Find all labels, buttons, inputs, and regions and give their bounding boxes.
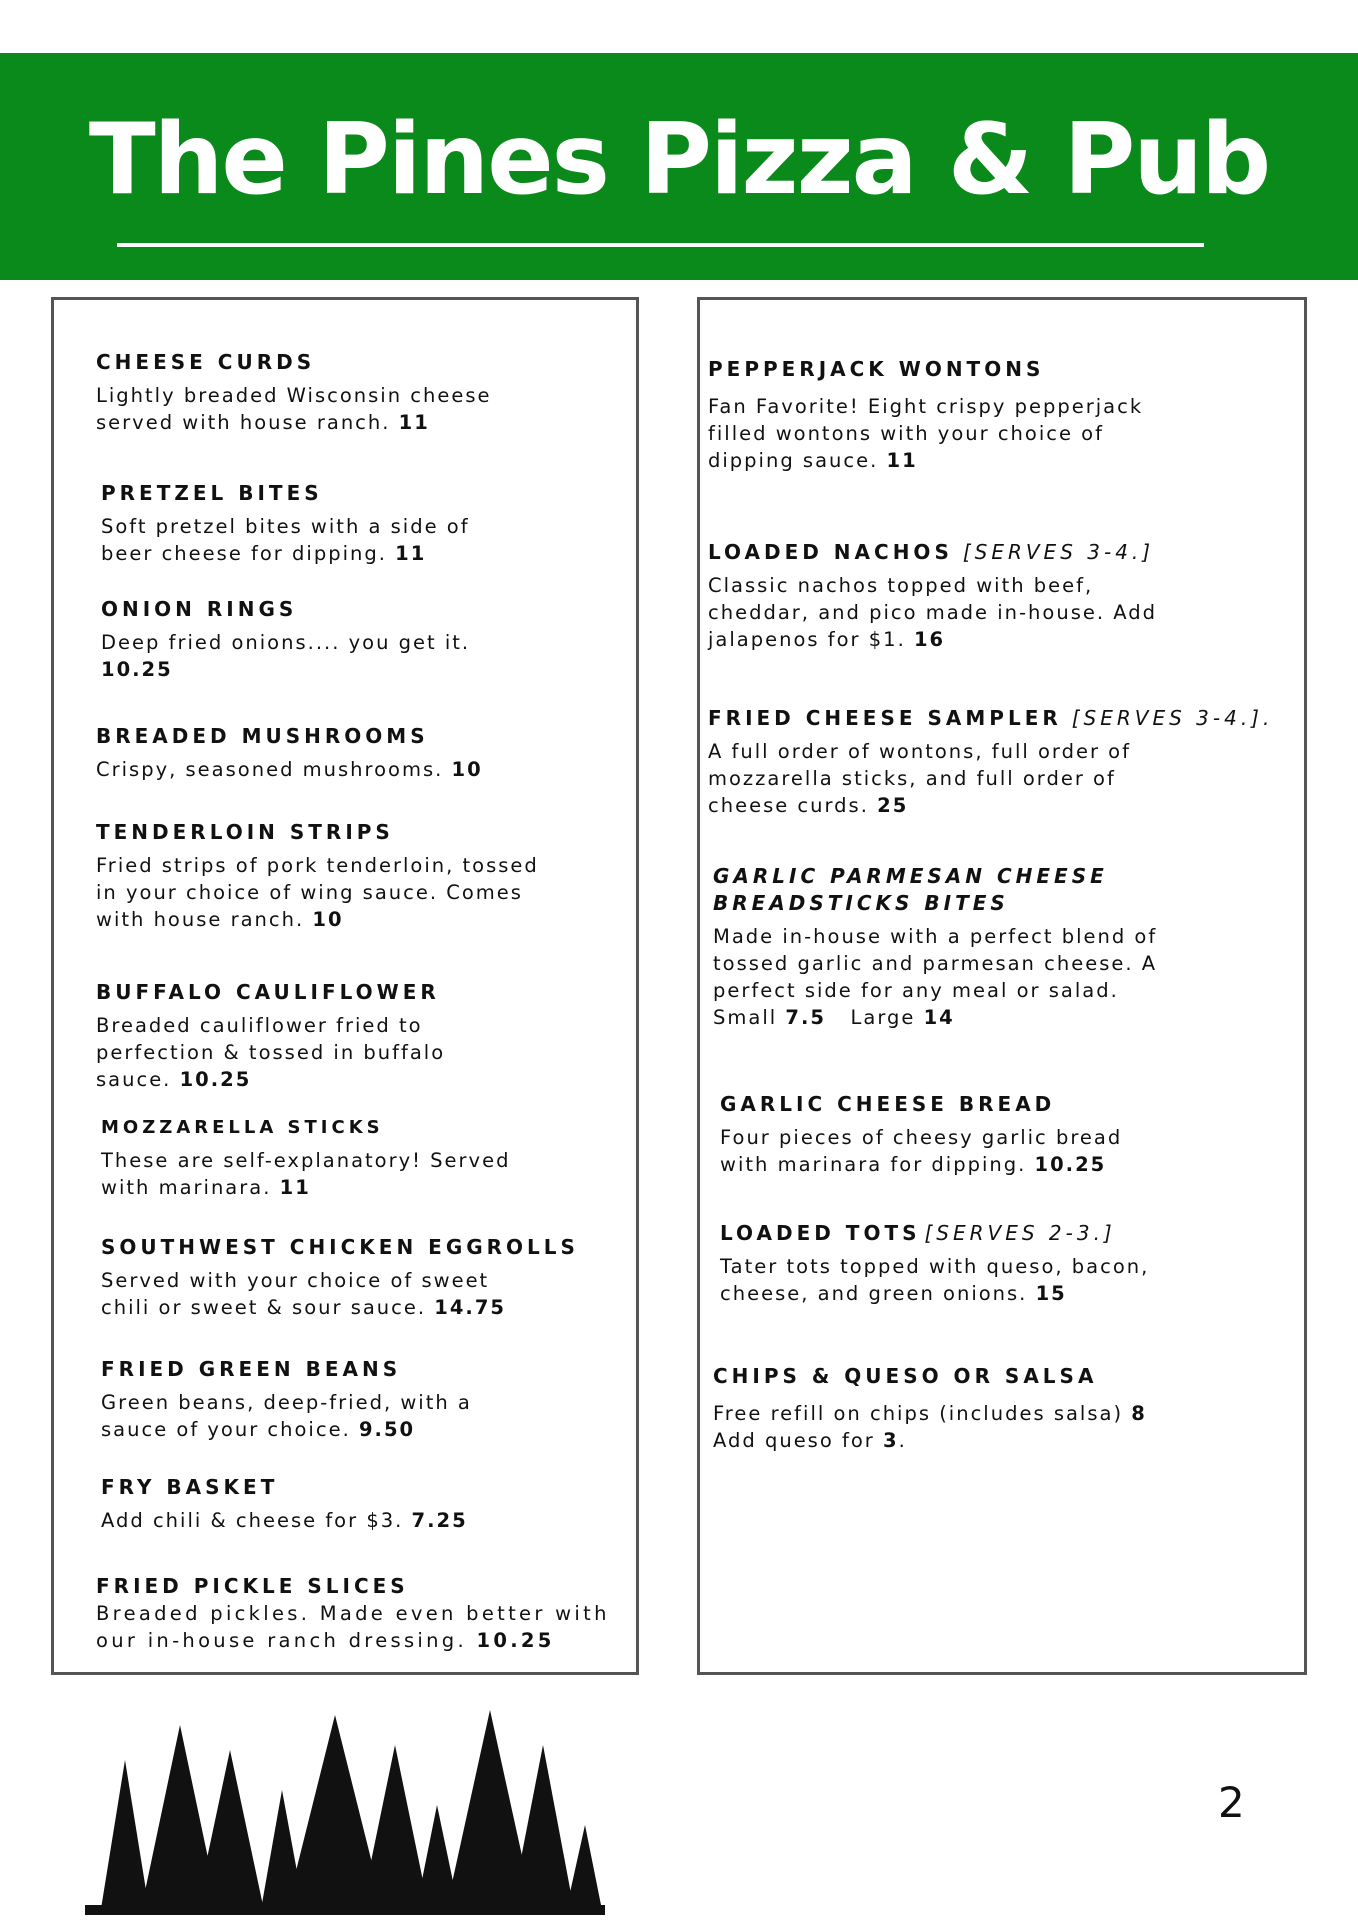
menu-item-cheese-curds (96, 349, 636, 436)
item-price: 16 (913, 628, 946, 651)
menu-item-garlic-parmesan-breadstick-bites (713, 863, 1253, 1031)
item-price: 10 (312, 908, 344, 931)
item-price: 14 (923, 1006, 955, 1029)
item-price: 3 (883, 1429, 899, 1452)
item-name: FRIED CHEESE SAMPLER [SERVES 3-4.]. (708, 706, 1274, 730)
menu-item-buffalo-cauliflower (96, 979, 636, 1093)
item-name: PEPPERJACK WONTONS (708, 357, 1045, 381)
item-description: Breaded pickles. Made even better with our in-house ranch dressing. 10.25 (96, 1602, 610, 1652)
item-description: A full order of wontons, full order of mozzarella sticks, and full order of cheese curds. 25 (708, 740, 1131, 817)
item-price: 10 (451, 758, 483, 781)
item-price: 10.25 (1034, 1153, 1107, 1176)
item-description: Breaded cauliflower fried to perfection & tossed in buffalo sauce. 10.25 (96, 1014, 446, 1091)
item-name: FRIED PICKLE SLICES (96, 1574, 409, 1598)
page-title: The Pines Pizza & Pub (88, 103, 1270, 217)
title-underline (117, 243, 1204, 247)
item-name: LOADED NACHOS [SERVES 3-4.] (708, 540, 1155, 564)
menu-item-chips-queso-salsa (713, 1363, 1253, 1454)
item-description: Tater tots topped with queso, bacon, cheese, and green onions. 15 (720, 1255, 1150, 1305)
item-price: 11 (886, 449, 918, 472)
item-description: Classic nachos topped with beef, cheddar, and pico made in-house. Add jalapenos for $1. 16 (708, 574, 1158, 651)
item-price: 10.25 (476, 1629, 555, 1652)
item-description: Fan Favorite! Eight crispy pepperjack filled wontons with your choice of dipping sauce. 11 (708, 395, 1144, 472)
item-description: Free refill on chips (includes salsa) 8 Add queso for 3. (713, 1402, 1147, 1452)
item-description: Served with your choice of sweet chili or sweet & sour sauce. 14.75 (101, 1269, 506, 1319)
page-number: 2 (1218, 1778, 1245, 1827)
menu-item-loaded-nachos (708, 539, 1248, 653)
item-name: FRIED GREEN BEANS (101, 1357, 402, 1381)
menu-item-onion-rings (101, 596, 641, 683)
serves-note: [SERVES 3-4.]. (1071, 706, 1274, 730)
item-price: 9.50 (358, 1418, 416, 1441)
item-price: 11 (398, 411, 430, 434)
item-description: Four pieces of cheesy garlic bread with marinara for dipping. 10.25 (720, 1126, 1123, 1176)
menu-item-pepperjack-wontons (708, 356, 1248, 474)
item-description: These are self-explanatory! Served with marinara. 11 (101, 1149, 511, 1199)
menu-item-garlic-cheese-bread (720, 1091, 1260, 1178)
item-name: FRY BASKET (101, 1475, 279, 1499)
item-name: SOUTHWEST CHICKEN EGGROLLS (101, 1235, 579, 1259)
item-price: 25 (877, 794, 909, 817)
menu-item-fry-basket (101, 1474, 641, 1534)
item-description: Fried strips of pork tenderloin, tossed in your choice of wing sauce. Comes with house ranch. 10 (96, 854, 539, 931)
item-price: 10.25 (101, 658, 173, 681)
item-name: BREADED MUSHROOMS (96, 724, 429, 748)
menu-item-loaded-tots (720, 1220, 1260, 1307)
item-description: Made in-house with a perfect blend of tossed garlic and parmesan cheese. A perfect side for any meal or salad. Small 7.5 Large 14 (713, 925, 1158, 1029)
menu-item-breaded-mushrooms (96, 723, 636, 783)
item-description: Crispy, seasoned mushrooms. 10 (96, 758, 483, 781)
menu-item-southwest-chicken-eggrolls (101, 1234, 641, 1321)
item-price: 14.75 (434, 1296, 506, 1319)
menu-item-tenderloin-strips (96, 819, 636, 933)
menu-item-fried-pickle-slices (96, 1573, 636, 1654)
pine-trees-icon (85, 1705, 605, 1915)
menu-item-mozzarella-sticks (101, 1114, 641, 1201)
item-name: MOZZARELLA STICKS (101, 1117, 384, 1138)
item-name: CHIPS & QUESO OR SALSA (713, 1364, 1098, 1388)
item-name: LOADED TOTS [SERVES 2-3.] (720, 1221, 1116, 1245)
item-name: GARLIC PARMESAN CHEESE BREADSTICKS BITES (713, 864, 1108, 915)
item-description: Green beans, deep-fried, with a sauce of your choice. 9.50 (101, 1391, 472, 1441)
item-price: 11 (279, 1176, 311, 1199)
menu-item-pretzel-bites (101, 480, 641, 567)
item-price: 15 (1035, 1282, 1067, 1305)
serves-note: [SERVES 2-3.] (924, 1221, 1116, 1245)
item-name: ONION RINGS (101, 597, 298, 621)
menu-item-fried-cheese-sampler (708, 705, 1274, 819)
item-name: GARLIC CHEESE BREAD (720, 1092, 1056, 1116)
menu-item-fried-green-beans (101, 1356, 641, 1443)
item-price: 7.25 (411, 1509, 468, 1532)
item-name: CHEESE CURDS (96, 350, 316, 374)
serves-note: [SERVES 3-4.] (962, 540, 1155, 564)
item-price: 10.25 (179, 1068, 252, 1091)
item-name: BUFFALO CAULIFLOWER (96, 980, 440, 1004)
item-description: Deep fried onions.... you get it. 10.25 (101, 631, 471, 681)
item-price: 11 (395, 542, 427, 565)
item-description: Lightly breaded Wisconsin cheese served with house ranch. 11 (96, 384, 492, 434)
item-price: 8 (1131, 1402, 1147, 1425)
item-name: PRETZEL BITES (101, 481, 323, 505)
item-description: Add chili & cheese for $3. 7.25 (101, 1509, 468, 1532)
item-description: Soft pretzel bites with a side of beer cheese for dipping. 11 (101, 515, 470, 565)
item-name: TENDERLOIN STRIPS (96, 820, 394, 844)
item-price: 7.5 (785, 1006, 826, 1029)
